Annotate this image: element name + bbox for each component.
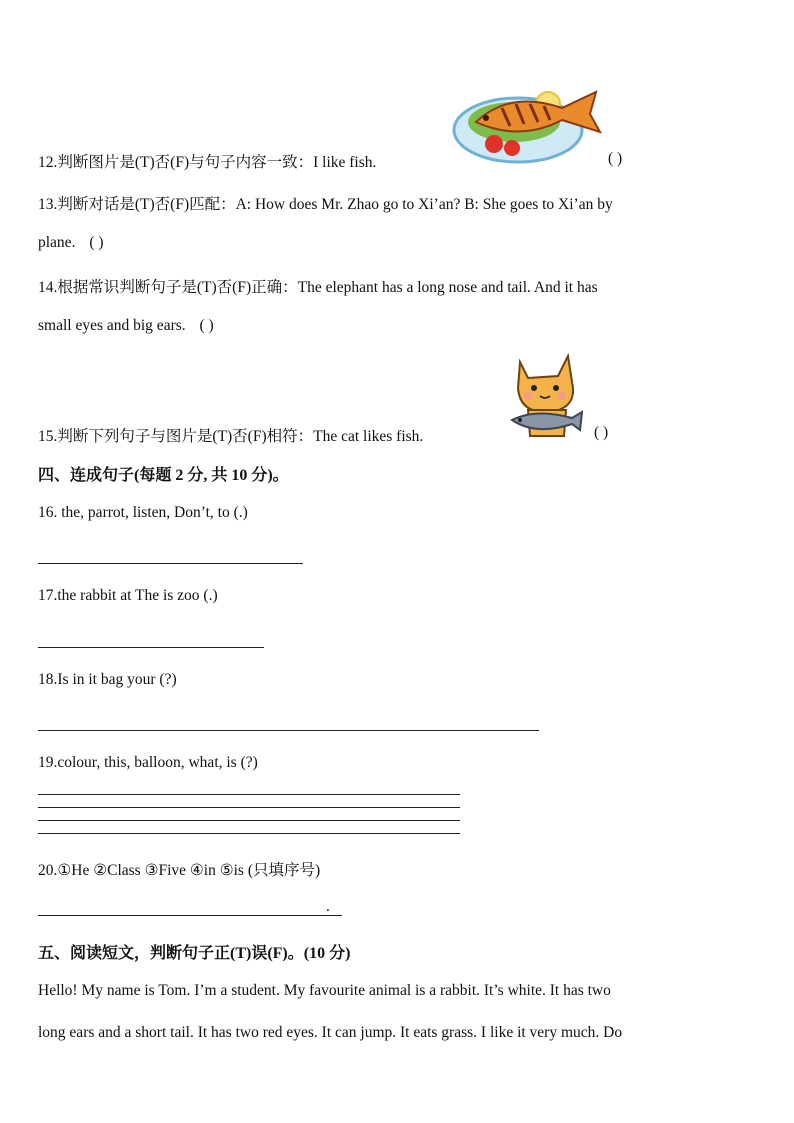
question-16: 16. the, parrot, listen, Don’t, to (.) xyxy=(38,504,248,521)
question-15 xyxy=(38,424,609,446)
question-18: 18.Is in it bag your (?) xyxy=(38,671,177,688)
question-14-line1: 14.根据常识判断句子是(T)否(F)正确：The elephant has a long nose and tail. And it has xyxy=(38,279,598,296)
question-17: 17.the rabbit at The is zoo (.) xyxy=(38,587,218,604)
answer-line-19b[interactable] xyxy=(38,807,460,808)
fried-fish-illustration xyxy=(450,82,602,166)
cat-with-fish-illustration xyxy=(506,348,588,440)
question-12 xyxy=(38,150,623,172)
answer-line-17[interactable] xyxy=(38,647,264,648)
question-20: 20.①He ②Class ③Five ④in ⑤is (只填序号) xyxy=(38,862,321,879)
section-5-title: 五、阅读短文，判断句子正(T)误(F)。(10 分) xyxy=(38,945,351,962)
question-13-text: plane. xyxy=(38,234,76,251)
section-4-title: 四、连成句子(每题 2 分, 共 10 分)。 xyxy=(38,467,289,484)
answer-blank-14[interactable]: ( ) xyxy=(199,317,214,334)
question-15-text: 15.判断下列句子与图片是(T)否(F)相符：The cat likes fish. xyxy=(38,428,424,445)
answer-blank-13[interactable]: ( ) xyxy=(89,234,104,251)
answer-line-19a[interactable] xyxy=(38,794,460,795)
question-14-text: small eyes and big ears. xyxy=(38,317,186,334)
passage-line-2: long ears and a short tail. It has two red eyes. It can jump. It eats grass. I like it very much. Do xyxy=(38,1024,623,1041)
question-19: 19.colour, this, balloon, what, is (?) xyxy=(38,754,258,771)
passage-line-1: Hello! My name is Tom. I’m a student. My favourite animal is a rabbit. It’s white. It has two xyxy=(38,982,611,999)
answer-line-18[interactable] xyxy=(38,730,539,731)
answer-line-20[interactable] xyxy=(38,915,342,916)
question-20-period: . xyxy=(326,898,330,915)
question-12-text: 12.判断图片是(T)否(F)与句子内容一致：I like fish. xyxy=(38,154,377,171)
question-13-line2 xyxy=(38,234,104,252)
answer-line-19d[interactable] xyxy=(38,833,460,834)
question-14-line2 xyxy=(38,317,214,335)
answer-line-16[interactable] xyxy=(38,563,303,564)
answer-blank-15[interactable]: ( ) xyxy=(594,424,609,441)
question-13-line1: 13.判断对话是(T)否(F)匹配：A: How does Mr. Zhao go to Xi’an? B: She goes to Xi’an by xyxy=(38,196,613,213)
answer-line-19c[interactable] xyxy=(38,820,460,821)
answer-blank-12[interactable]: ( ) xyxy=(608,150,623,167)
